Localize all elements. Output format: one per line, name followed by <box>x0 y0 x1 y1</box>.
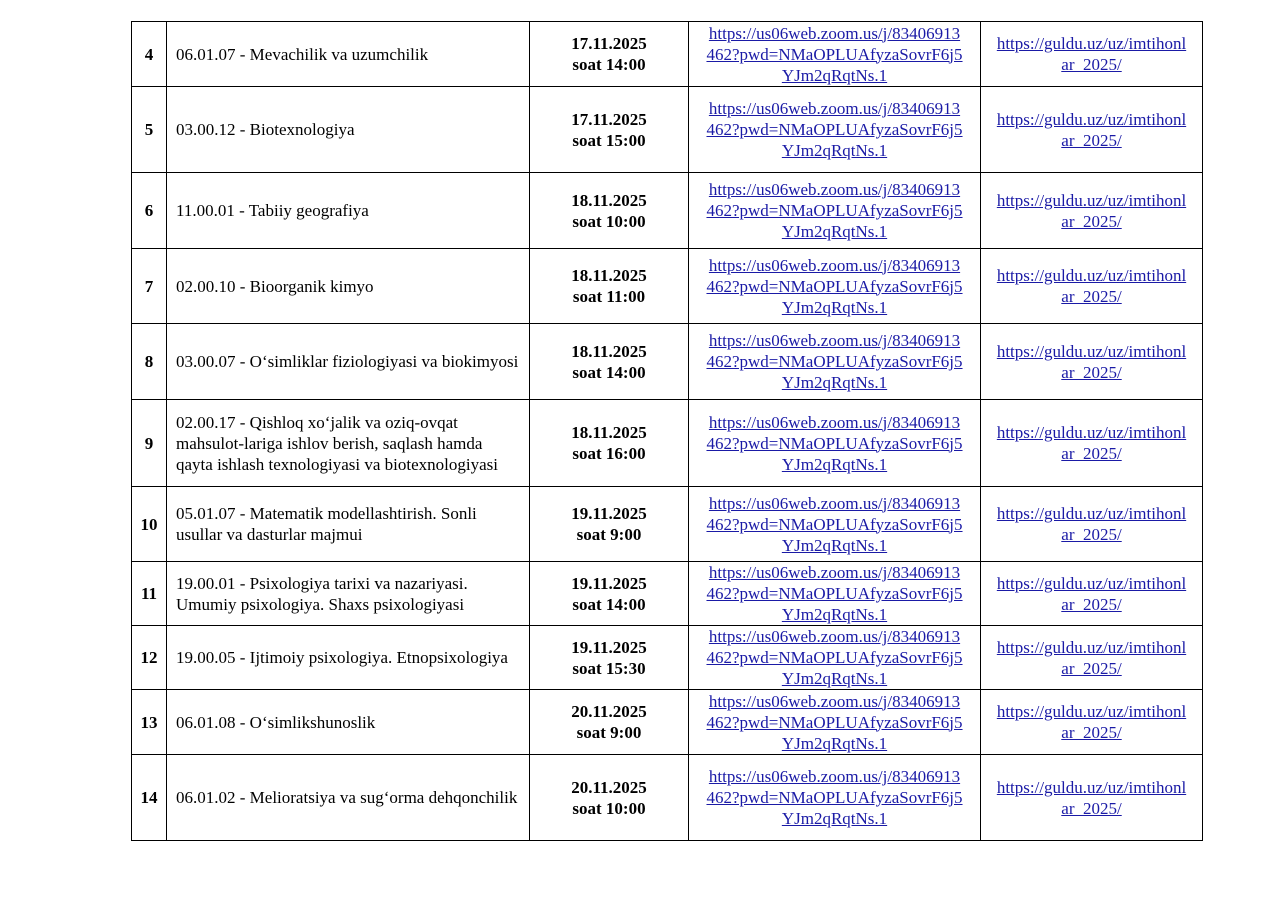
site-link[interactable] <box>985 701 1198 743</box>
specialty-name: 03.00.07 - O‘simliklar fiziologiyasi va biokimyosi <box>167 324 530 400</box>
specialty-name: 06.01.02 - Melioratsiya va sug‘orma dehqonchilik <box>167 755 530 841</box>
zoom-link-line: YJm2qRqtNs.1 <box>781 141 888 160</box>
table-row <box>132 400 1203 487</box>
zoom-link-line: YJm2qRqtNs.1 <box>781 669 888 688</box>
zoom-link-line: https://us06web.zoom.us/j/83406913 <box>708 493 961 513</box>
zoom-link-line: 462?pwd=NMaOPLUAfyzaSovrF6j5 <box>706 120 963 139</box>
exam-date: 17.11.2025 <box>571 109 647 129</box>
specialty-name: 19.00.05 - Ijtimoiy psixologiya. Etnopsixologiya <box>167 626 530 690</box>
zoom-link-line: YJm2qRqtNs.1 <box>781 373 888 392</box>
table-row <box>132 324 1203 400</box>
zoom-link[interactable] <box>693 330 976 393</box>
exam-time: soat 10:00 <box>572 211 646 231</box>
table-row <box>132 87 1203 173</box>
exam-date: 17.11.2025 <box>571 34 647 53</box>
exam-schedule-table <box>131 21 1203 841</box>
zoom-link-line: https://us06web.zoom.us/j/83406913 <box>708 563 961 582</box>
zoom-link-line: https://us06web.zoom.us/j/83406913 <box>708 255 961 275</box>
row-number: 9 <box>132 400 167 487</box>
exam-datetime <box>530 487 689 562</box>
zoom-link[interactable] <box>693 412 976 475</box>
site-link[interactable] <box>985 573 1198 615</box>
table-row <box>132 173 1203 249</box>
row-number: 13 <box>132 690 167 755</box>
zoom-link[interactable] <box>693 493 976 556</box>
zoom-link-line: 462?pwd=NMaOPLUAfyzaSovrF6j5 <box>706 788 963 807</box>
table-row <box>132 690 1203 755</box>
site-link-line: https://guldu.uz/uz/imtihonl <box>996 341 1187 361</box>
zoom-link-line: 462?pwd=NMaOPLUAfyzaSovrF6j5 <box>706 352 963 371</box>
site-link-line: ar_2025/ <box>1061 723 1122 742</box>
site-link[interactable] <box>985 503 1198 545</box>
exam-date: 20.11.2025 <box>571 702 647 721</box>
zoom-link-line: https://us06web.zoom.us/j/83406913 <box>708 180 961 199</box>
exam-time: soat 11:00 <box>572 287 646 306</box>
exam-datetime <box>530 626 689 690</box>
row-number: 12 <box>132 626 167 690</box>
exam-datetime <box>530 173 689 249</box>
site-link[interactable] <box>985 190 1198 232</box>
exam-time: soat 10:00 <box>572 798 646 818</box>
site-link-line: ar_2025/ <box>1061 130 1122 150</box>
zoom-link-line: YJm2qRqtNs.1 <box>781 297 888 317</box>
zoom-link[interactable] <box>693 562 976 625</box>
zoom-link-line: 462?pwd=NMaOPLUAfyzaSovrF6j5 <box>706 712 963 732</box>
exam-time: soat 9:00 <box>576 723 642 742</box>
table-row <box>132 562 1203 626</box>
specialty-name: 05.01.07 - Matematik modellashtirish. Sonli usullar va dasturlar majmui <box>167 487 530 562</box>
table-row <box>132 487 1203 562</box>
table-row <box>132 755 1203 841</box>
site-link-line: https://guldu.uz/uz/imtihonl <box>996 34 1187 53</box>
zoom-link-line: 462?pwd=NMaOPLUAfyzaSovrF6j5 <box>706 648 963 667</box>
site-link-line: https://guldu.uz/uz/imtihonl <box>996 266 1187 285</box>
site-link-line: https://guldu.uz/uz/imtihonl <box>996 637 1187 657</box>
zoom-link[interactable] <box>693 98 976 161</box>
zoom-link[interactable] <box>693 179 976 242</box>
zoom-link-line: 462?pwd=NMaOPLUAfyzaSovrF6j5 <box>706 584 963 603</box>
site-link[interactable] <box>985 777 1198 819</box>
zoom-link-line: YJm2qRqtNs.1 <box>781 454 888 474</box>
site-link[interactable] <box>985 265 1198 307</box>
site-link-line: https://guldu.uz/uz/imtihonl <box>996 777 1187 797</box>
site-link-line: ar_2025/ <box>1061 211 1122 231</box>
zoom-link-line: YJm2qRqtNs.1 <box>781 65 888 85</box>
exam-datetime <box>530 22 689 87</box>
zoom-link-line: YJm2qRqtNs.1 <box>781 535 888 555</box>
exam-date: 18.11.2025 <box>571 423 647 442</box>
specialty-name: 02.00.10 - Bioorganik kimyo <box>167 249 530 324</box>
site-link[interactable] <box>985 341 1198 383</box>
row-number: 6 <box>132 173 167 249</box>
site-link[interactable] <box>985 422 1198 464</box>
table-row <box>132 626 1203 690</box>
site-link-line: https://guldu.uz/uz/imtihonl <box>996 109 1187 129</box>
site-link-line: ar_2025/ <box>1061 444 1122 463</box>
exam-time: soat 9:00 <box>576 525 642 544</box>
exam-time: soat 14:00 <box>572 362 646 382</box>
zoom-link[interactable] <box>693 255 976 318</box>
exam-datetime <box>530 755 689 841</box>
row-number: 14 <box>132 755 167 841</box>
exam-date: 18.11.2025 <box>571 190 647 210</box>
zoom-link[interactable] <box>693 626 976 689</box>
zoom-link-line: https://us06web.zoom.us/j/83406913 <box>708 691 961 711</box>
exam-time: soat 14:00 <box>572 594 646 614</box>
specialty-name: 03.00.12 - Biotexnologiya <box>167 87 530 173</box>
specialty-name: 02.00.17 - Qishloq xo‘jalik va oziq-ovqat mahsulot-lariga ishlov berish, saqlash hamda qayta ishlash texnologiyasi va biotexnologiyasi <box>167 400 530 487</box>
zoom-link[interactable] <box>693 23 976 86</box>
exam-datetime <box>530 400 689 487</box>
row-number: 4 <box>132 22 167 87</box>
zoom-link-line: 462?pwd=NMaOPLUAfyzaSovrF6j5 <box>706 44 963 64</box>
site-link-line: ar_2025/ <box>1061 362 1122 382</box>
zoom-link-line: https://us06web.zoom.us/j/83406913 <box>708 627 961 646</box>
zoom-link-line: YJm2qRqtNs.1 <box>781 605 888 624</box>
zoom-link-line: YJm2qRqtNs.1 <box>781 733 888 753</box>
exam-datetime <box>530 690 689 755</box>
exam-date: 20.11.2025 <box>571 777 647 797</box>
row-number: 5 <box>132 87 167 173</box>
site-link-line: https://guldu.uz/uz/imtihonl <box>996 423 1187 442</box>
zoom-link-line: 462?pwd=NMaOPLUAfyzaSovrF6j5 <box>706 514 963 534</box>
exam-time: soat 14:00 <box>572 55 646 74</box>
specialty-name: 11.00.01 - Tabiiy geografiya <box>167 173 530 249</box>
exam-datetime <box>530 562 689 626</box>
exam-date: 18.11.2025 <box>571 266 647 285</box>
site-link-line: https://guldu.uz/uz/imtihonl <box>996 573 1187 593</box>
zoom-link-line: 462?pwd=NMaOPLUAfyzaSovrF6j5 <box>706 276 963 296</box>
exam-date: 19.11.2025 <box>571 573 647 593</box>
exam-time: soat 16:00 <box>572 444 646 463</box>
row-number: 8 <box>132 324 167 400</box>
site-link-line: https://guldu.uz/uz/imtihonl <box>996 190 1187 210</box>
exam-datetime <box>530 324 689 400</box>
row-number: 11 <box>132 562 167 626</box>
specialty-name: 06.01.08 - O‘simlikshunoslik <box>167 690 530 755</box>
site-link[interactable] <box>985 33 1198 75</box>
specialty-name: 06.01.07 - Mevachilik va uzumchilik <box>167 22 530 87</box>
zoom-link-line: https://us06web.zoom.us/j/83406913 <box>708 412 961 432</box>
exam-date: 18.11.2025 <box>571 341 647 361</box>
zoom-link-line: https://us06web.zoom.us/j/83406913 <box>708 767 961 786</box>
zoom-link[interactable] <box>693 691 976 754</box>
zoom-link-line: https://us06web.zoom.us/j/83406913 <box>708 99 961 118</box>
site-link-line: ar_2025/ <box>1061 798 1122 818</box>
site-link-line: ar_2025/ <box>1061 55 1122 74</box>
specialty-name: 19.00.01 - Psixologiya tarixi va nazariyasi. Umumiy psixologiya. Shaxs psixologiyasi <box>167 562 530 626</box>
site-link-line: ar_2025/ <box>1061 525 1122 544</box>
exam-time: soat 15:30 <box>572 658 646 678</box>
zoom-link-line: YJm2qRqtNs.1 <box>781 809 888 828</box>
site-link-line: ar_2025/ <box>1061 594 1122 614</box>
zoom-link-line: https://us06web.zoom.us/j/83406913 <box>708 23 961 43</box>
exam-date: 19.11.2025 <box>571 504 647 523</box>
row-number: 10 <box>132 487 167 562</box>
site-link-line: ar_2025/ <box>1061 287 1122 306</box>
zoom-link-line: 462?pwd=NMaOPLUAfyzaSovrF6j5 <box>706 433 963 453</box>
site-link-line: ar_2025/ <box>1061 658 1122 678</box>
exam-time: soat 15:00 <box>572 130 646 150</box>
table-row <box>132 22 1203 87</box>
exam-datetime <box>530 87 689 173</box>
site-link[interactable] <box>985 109 1198 151</box>
table-row <box>132 249 1203 324</box>
exam-date: 19.11.2025 <box>571 637 647 657</box>
site-link-line: https://guldu.uz/uz/imtihonl <box>996 702 1187 721</box>
zoom-link[interactable] <box>693 766 976 829</box>
zoom-link-line: https://us06web.zoom.us/j/83406913 <box>708 331 961 350</box>
site-link[interactable] <box>985 637 1198 679</box>
row-number: 7 <box>132 249 167 324</box>
zoom-link-line: YJm2qRqtNs.1 <box>781 222 888 241</box>
exam-datetime <box>530 249 689 324</box>
zoom-link-line: 462?pwd=NMaOPLUAfyzaSovrF6j5 <box>706 201 963 220</box>
site-link-line: https://guldu.uz/uz/imtihonl <box>996 504 1187 523</box>
